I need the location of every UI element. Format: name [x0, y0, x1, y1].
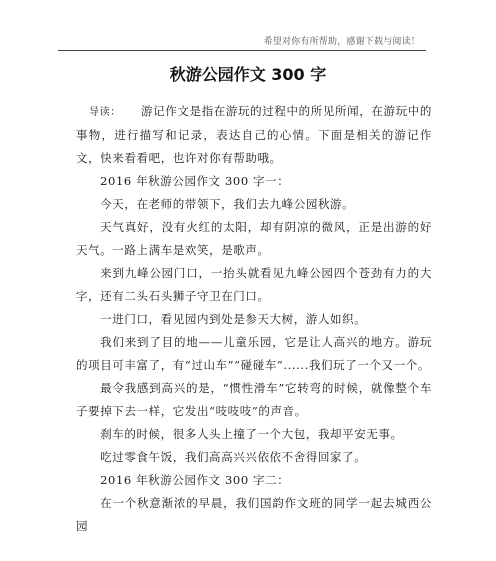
paragraph-9: 吃过零食午饭，我们高高兴兴依依不舍得回家了。 — [100, 450, 367, 464]
paragraph-8: 刹车的时候，很多人头上撞了一个大包，我却平安无事。 — [100, 427, 403, 441]
paragraph-10: 2016 年秋游公园作文 300 字二： — [100, 473, 290, 487]
paragraph-3: 天气真好，没有火红的太阳，却有阴凉的微风，正是出游的好天气。一路上满车是欢笑，是歌声。 — [76, 220, 432, 257]
document-body — [76, 100, 432, 538]
header-note: 希望对你有所帮助，感谢下载与阅读！ — [263, 37, 420, 47]
lead-paragraph — [76, 100, 432, 170]
document-title: 秋游公园作文 300 字 — [169, 65, 327, 84]
paragraph-11: 在一个秋意渐浓的早晨，我们国韵作文班的同学一起去城西公园 — [76, 496, 432, 533]
paragraph-6: 我们来到了目的地——儿童乐园，它是让人高兴的地方。游玩的项目可丰富了，有“过山车”“碰碰车”......我们玩了一个又一个。 — [76, 335, 432, 372]
lead-label: 导读： — [89, 107, 121, 118]
paragraph-4: 来到九峰公园门口，一抬头就看见九峰公园四个苍劲有力的大字，还有二头石头狮子守卫在门口。 — [76, 266, 432, 303]
paragraph-7: 最令我感到高兴的是，“惯性滑车”它转弯的时候，就像整个车子要掉下去一样，它发出“吱吱吱”的声音。 — [76, 381, 432, 418]
paragraph-5: 一进门口，看见园内到处是参天大树，游人如织。 — [100, 312, 367, 326]
header-divider — [58, 50, 426, 51]
paragraph-2: 今天，在老师的带领下，我们去九峰公园秋游。 — [100, 197, 355, 211]
lead-text: 游记作文是指在游玩的过程中的所见所闻，在游玩中的事物，进行描写和记录，表达自己的心情。下面是相关的游记作文，快来看看吧，也许对你有帮助哦。 — [76, 104, 432, 165]
paragraph-1: 2016 年秋游公园作文 300 字一： — [100, 174, 290, 188]
